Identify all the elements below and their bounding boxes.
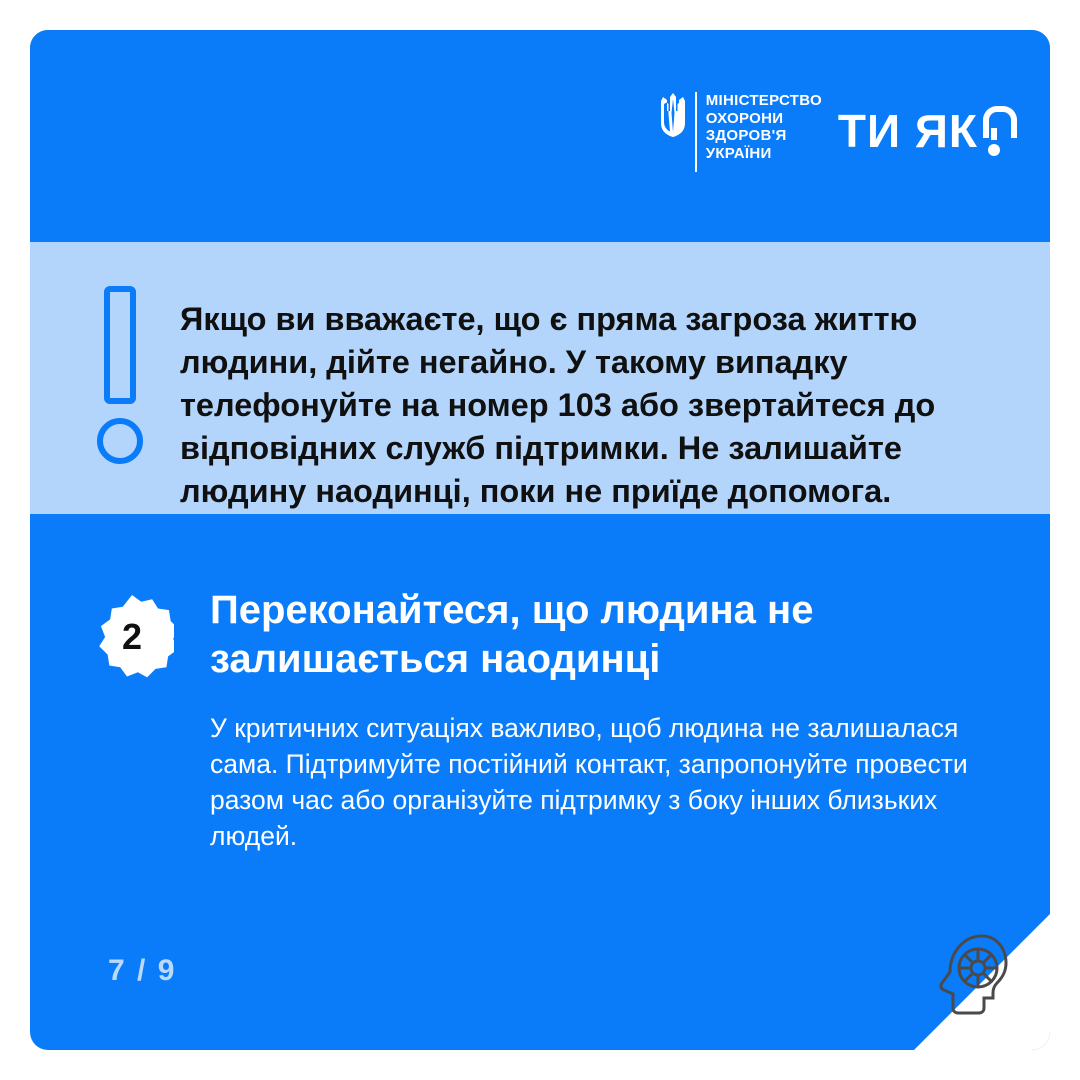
ministry-logo <box>660 70 822 172</box>
head-with-brain-icon <box>934 932 1008 1016</box>
exclamation-mark-icon <box>86 286 156 476</box>
trident-emblem-icon <box>660 93 686 137</box>
card-body <box>30 514 1050 1050</box>
ministry-line-3: ЗДОРОВ'Я <box>705 127 787 144</box>
step-title: Переконайтеся, що людина не залишається наодинці <box>210 588 814 681</box>
brand-logo <box>838 104 1010 158</box>
logo-divider <box>695 92 697 172</box>
card-header <box>30 30 1050 242</box>
info-card <box>30 30 1050 1050</box>
step-number: 2 <box>121 616 143 657</box>
page-indicator: 7 / 9 <box>108 954 177 987</box>
ministry-line-1: МІНІСТЕРСТВО <box>705 92 822 109</box>
ministry-name <box>706 92 822 162</box>
alert-text: Якщо ви вважаєте, що є пряма загроза життю людини, дійте негайно. У такому випадку телефонуйте на номер 103 або звертайтеся до відповідних служб підтримки. Не залишайте людину наодинці, поки не приїде допомога. <box>180 301 936 509</box>
question-mark-icon <box>980 106 1010 156</box>
step-description: У критичних ситуаціях важливо, щоб людина не залишалася сама. Підтримуйте постійний контакт, запропонуйте провести разом час або організуйте підтримку з боку інших близьких людей. <box>210 713 968 851</box>
step-number-badge <box>90 595 174 679</box>
brand-text: ТИ ЯК <box>837 105 978 157</box>
alert-band <box>30 242 1050 514</box>
ministry-line-4: УКРАЇНИ <box>705 144 772 162</box>
ministry-line-2: ОХОРОНИ <box>705 109 784 127</box>
